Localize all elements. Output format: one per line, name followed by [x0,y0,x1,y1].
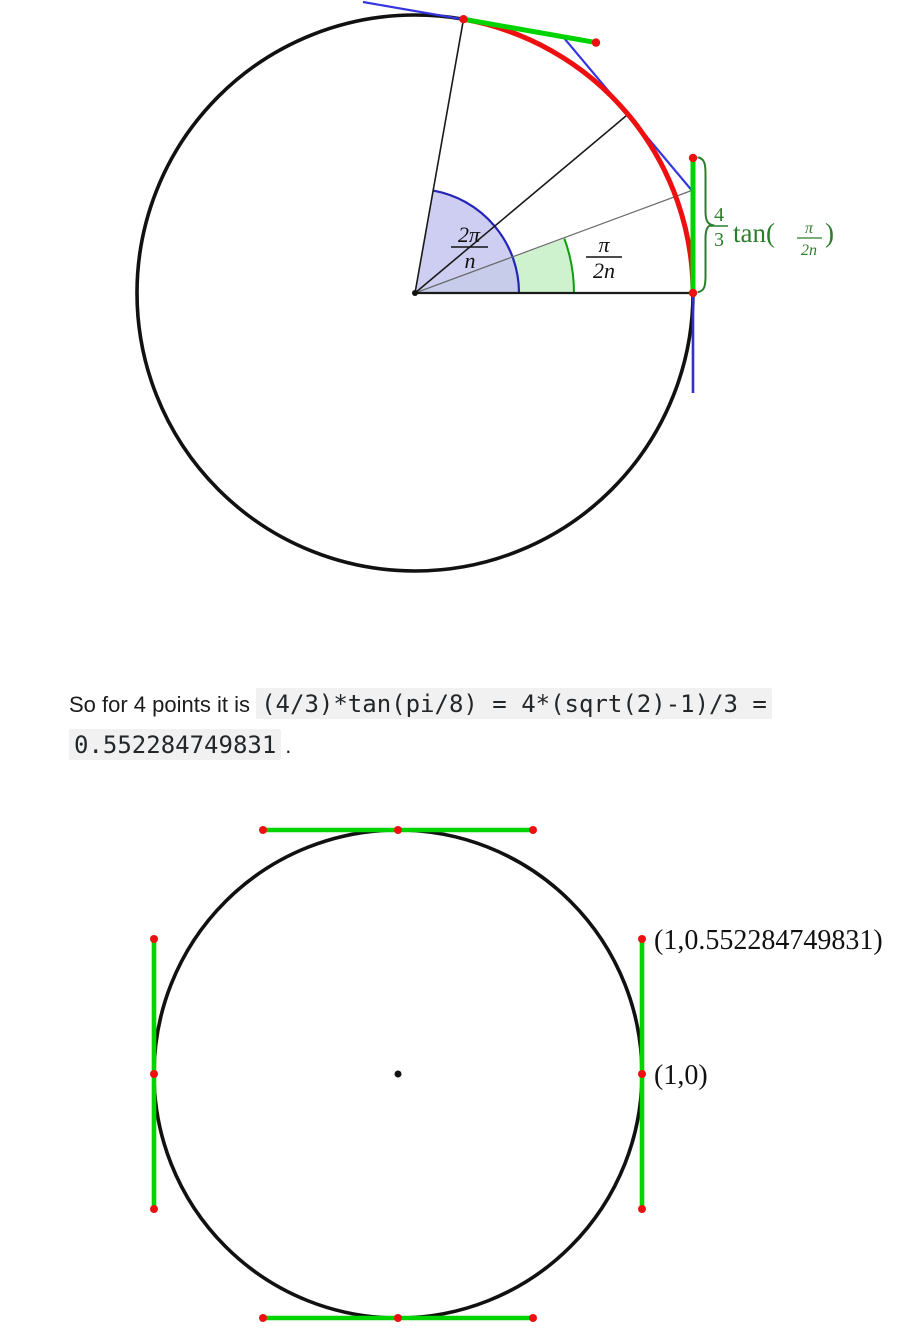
code-expression: (4/3)*tan(pi/8) = 4*(sqrt(2)-1)/3 = [256,688,772,719]
large-angle-label-numerator: 2π [457,222,481,247]
sentence-period: . [285,733,292,758]
anchor-point-right [638,1070,646,1078]
handle-label-arg-denominator: 2n [801,242,817,259]
explanation-paragraph [69,684,865,766]
arc-endpoint-top [459,15,467,23]
circle-center-dot [395,1071,402,1078]
explanation-text: So for 4 points it is [69,692,250,717]
control-point [259,1314,267,1322]
control-point [150,935,158,943]
bezier-circle-figure [0,760,904,1344]
handle-label-function: tan( [733,218,775,248]
anchor-point-coordinates-label: (1,0) [654,1060,708,1091]
anchor-point-top [394,826,402,834]
handle-label-coeff-denominator: 3 [714,229,724,251]
small-angle-label-denominator: 2n [593,258,615,283]
circle-center-dot [412,290,418,296]
control-point-labeled [638,935,646,943]
anchor-point-bottom [394,1314,402,1322]
anchor-point-left [150,1070,158,1078]
control-point-top [592,38,600,46]
arc-endpoint-right [689,289,697,297]
control-point-right [689,154,697,162]
code-result: 0.552284749831 [69,729,281,760]
control-point [529,826,537,834]
handle-length-brace [699,158,712,293]
handle-label-arg-numerator: π [804,220,814,237]
large-angle-label-denominator: n [464,248,476,273]
control-point [529,1314,537,1322]
handle-label-close-paren: ) [825,218,834,248]
small-angle-label-numerator: π [598,232,610,257]
handle-label-coeff-numerator: 4 [714,204,724,226]
control-point [150,1205,158,1213]
control-point [638,1205,646,1213]
control-point-coordinates-label: (1,0.552284749831) [654,925,883,956]
bezier-arc-construction-figure [0,0,904,625]
control-point [259,826,267,834]
